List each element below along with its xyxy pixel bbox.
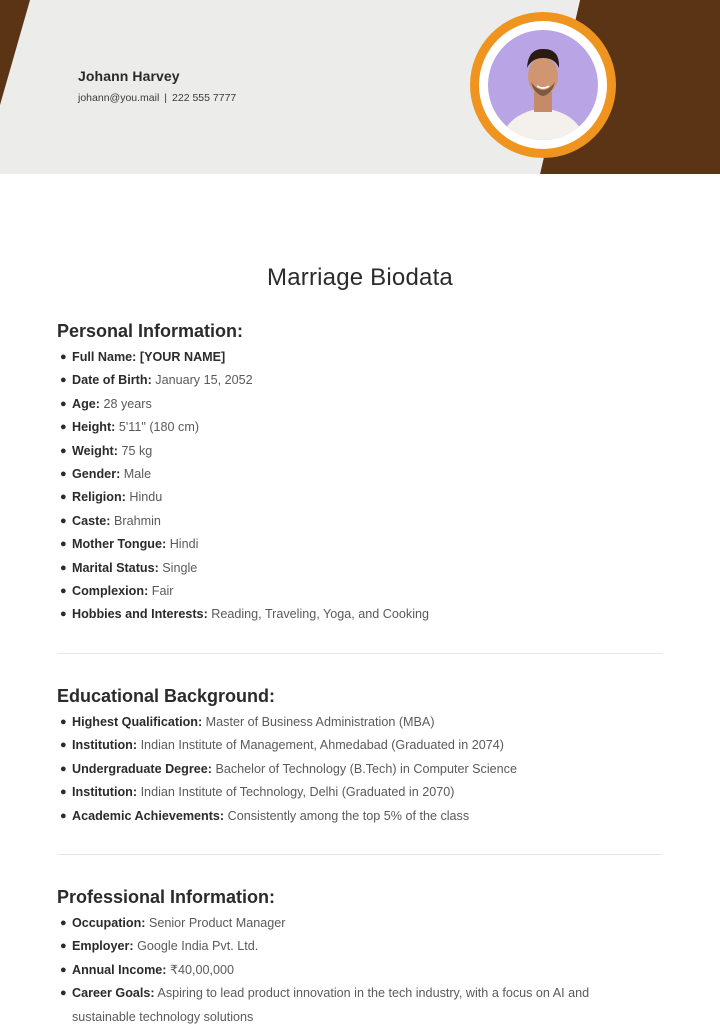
field-label: Mother Tongue:	[72, 537, 167, 552]
list-item	[57, 346, 667, 369]
list-item	[57, 805, 667, 828]
avatar	[470, 12, 616, 158]
field-label: Annual Income:	[72, 962, 167, 977]
bullet-icon: ●	[60, 940, 67, 953]
field-label: Gender:	[72, 466, 121, 481]
field-value: [YOUR NAME]	[139, 350, 226, 364]
field-label: Caste:	[72, 513, 111, 528]
field-value: Senior Product Manager	[148, 916, 286, 930]
list-item	[57, 758, 667, 781]
bullet-icon: ●	[60, 917, 67, 929]
field-value: Aspiring to lead product innovation in the tech industry, with a focus on AI and sustainable technology solutions	[72, 986, 590, 1024]
bullet-icon: ●	[60, 467, 67, 480]
field-value: Bachelor of Technology (B.Tech) in Computer Science	[215, 761, 517, 776]
bullet-icon: ●	[60, 444, 67, 457]
bullet-icon: ●	[60, 538, 67, 551]
field-label: Academic Achievements:	[72, 808, 225, 823]
field-value: 28 years	[103, 396, 152, 411]
field-value: Hindi	[169, 537, 199, 552]
list-item	[57, 393, 667, 416]
list-item	[57, 982, 652, 1029]
field-label: Hobbies and Interests:	[72, 607, 208, 622]
bullet-icon: ●	[60, 351, 67, 363]
list-item	[57, 603, 667, 626]
field-label: Complexion:	[72, 583, 149, 598]
personal-information-section	[57, 318, 667, 627]
field-value: 5'11" (180 cm)	[118, 420, 200, 435]
bullet-icon: ●	[60, 584, 67, 597]
bullet-icon: ●	[60, 561, 67, 574]
field-value: Indian Institute of Management, Ahmedabad (Graduated in 2074)	[140, 738, 504, 753]
field-value: Hindu	[129, 490, 163, 505]
section-divider	[57, 653, 663, 654]
header-email[interactable]: johann@you.mail	[78, 92, 160, 104]
list-item	[57, 510, 667, 533]
list-item	[57, 959, 667, 982]
contact-separator: |	[164, 92, 168, 104]
field-label: Height:	[72, 420, 116, 435]
document-title: Marriage Biodata	[267, 264, 453, 291]
list-item	[57, 369, 667, 392]
section-heading: Personal Information:	[57, 321, 244, 341]
list-item	[57, 533, 667, 556]
professional-information-list	[57, 912, 667, 1029]
field-value: January 15, 2052	[155, 373, 253, 388]
section-divider	[57, 854, 663, 855]
bullet-icon: ●	[60, 739, 67, 752]
list-item	[57, 463, 667, 486]
field-value: ₹40,00,000	[169, 962, 235, 977]
list-item	[57, 440, 667, 463]
list-item	[57, 580, 667, 603]
list-item	[57, 711, 667, 734]
field-value: Consistently among the top 5% of the class	[227, 808, 470, 823]
bullet-icon: ●	[60, 514, 67, 527]
field-value: Google India Pvt. Ltd.	[137, 939, 259, 954]
field-label: Employer:	[72, 939, 134, 954]
field-label: Highest Qualification:	[72, 715, 203, 729]
list-item	[57, 734, 667, 757]
field-label: Institution:	[72, 785, 138, 800]
section-heading: Educational Background:	[57, 686, 276, 706]
list-item	[57, 912, 667, 935]
header-name: Johann Harvey	[78, 68, 180, 84]
field-value: Male	[123, 466, 152, 481]
field-label: Marital Status:	[72, 560, 159, 575]
bullet-icon: ●	[60, 809, 67, 822]
bullet-icon: ●	[60, 491, 67, 504]
bullet-icon: ●	[60, 963, 67, 976]
field-value: Master of Business Administration (MBA)	[205, 715, 435, 729]
list-item	[57, 486, 667, 509]
list-item	[57, 935, 667, 958]
profile-photo	[470, 12, 616, 158]
field-value: 75 kg	[121, 443, 153, 458]
bullet-icon: ●	[60, 421, 67, 434]
field-label: Full Name:	[72, 350, 137, 364]
bullet-icon: ●	[60, 374, 67, 387]
field-value: Reading, Traveling, Yoga, and Cooking	[211, 607, 430, 622]
bullet-icon: ●	[60, 608, 67, 621]
field-value: Fair	[151, 583, 174, 598]
educational-background-section	[57, 683, 667, 828]
field-label: Undergraduate Degree:	[72, 761, 212, 776]
list-item	[57, 557, 667, 580]
bullet-icon: ●	[60, 716, 67, 728]
header-phone[interactable]: 222 555 7777	[172, 92, 237, 104]
header-banner	[0, 0, 720, 174]
bullet-icon: ●	[60, 762, 67, 775]
field-label: Age:	[72, 396, 100, 411]
bullet-icon: ●	[60, 987, 67, 1000]
header-contact	[78, 92, 236, 104]
professional-information-section	[57, 884, 667, 1029]
personal-information-list	[57, 346, 667, 627]
field-value: Single	[162, 560, 198, 575]
list-item	[57, 781, 667, 804]
field-value: Indian Institute of Technology, Delhi (Graduated in 2070)	[140, 785, 455, 800]
bullet-icon: ●	[60, 397, 67, 410]
field-label: Weight:	[72, 443, 118, 458]
field-label: Career Goals:	[72, 986, 155, 1001]
section-heading: Professional Information:	[57, 887, 276, 907]
educational-background-list	[57, 711, 667, 828]
field-label: Religion:	[72, 490, 126, 505]
field-value: Brahmin	[114, 513, 161, 528]
bullet-icon: ●	[60, 786, 67, 799]
field-label: Occupation:	[72, 916, 146, 930]
list-item	[57, 416, 667, 439]
field-label: Date of Birth:	[72, 373, 152, 388]
field-label: Institution:	[72, 738, 138, 753]
